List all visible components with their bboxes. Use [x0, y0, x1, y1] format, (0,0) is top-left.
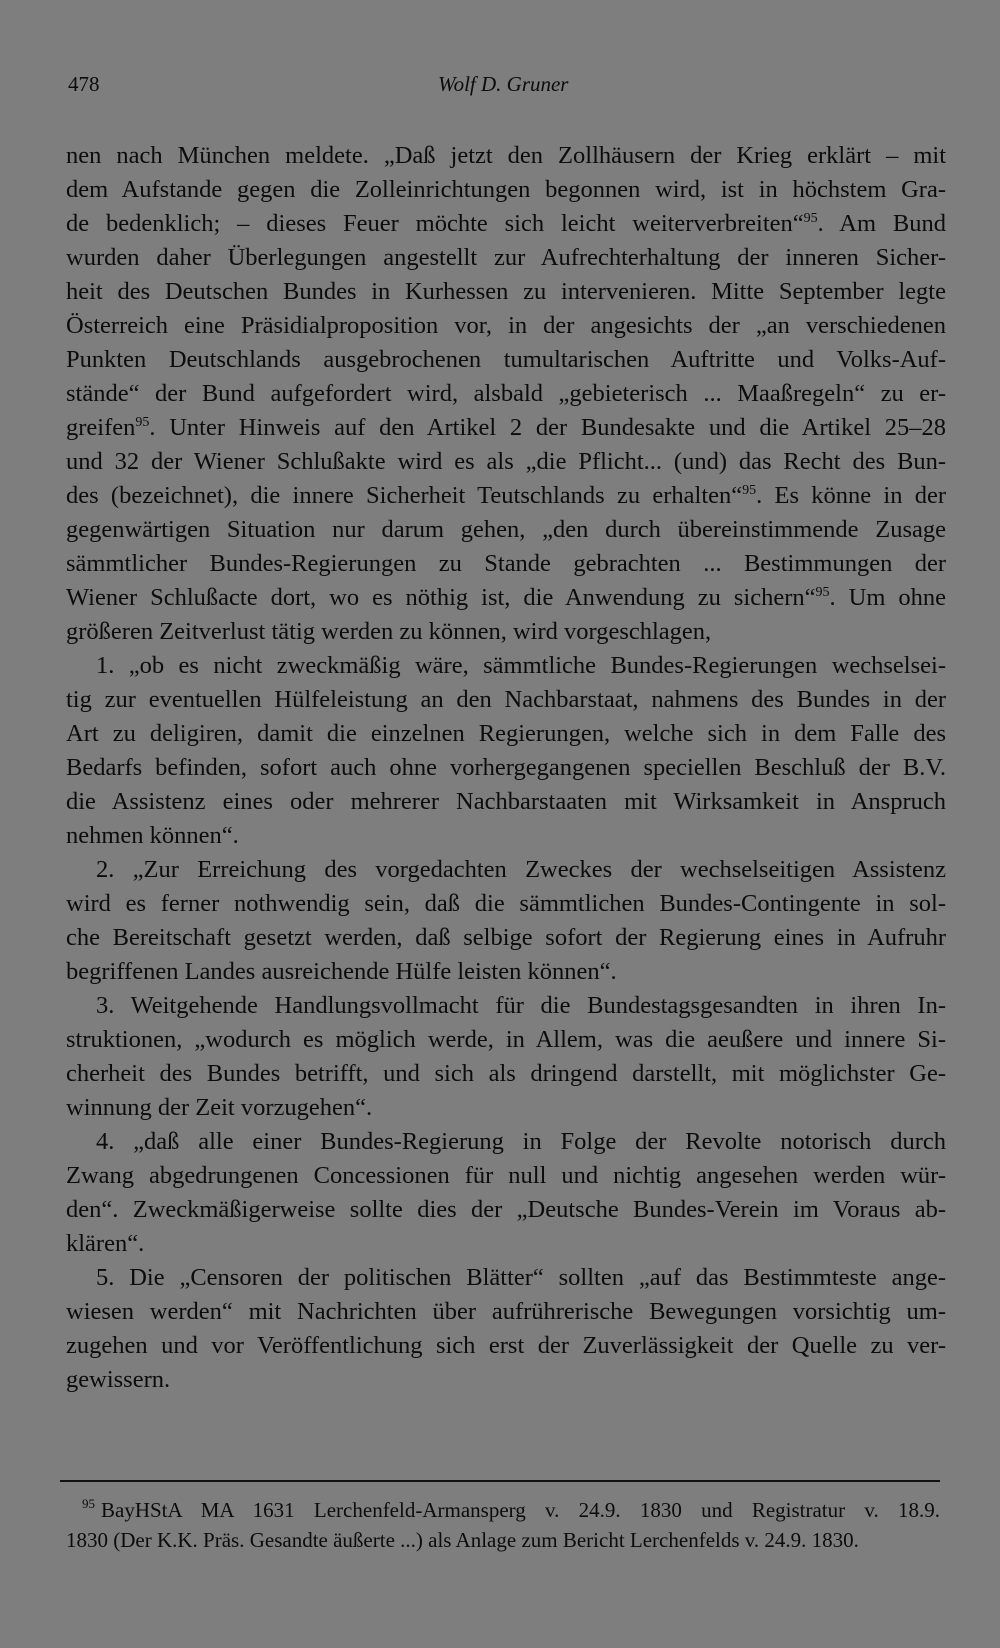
footnote-divider [60, 1480, 940, 1482]
footnote-ref: 95 [803, 211, 818, 226]
text-line: winnung der Zeit vorzugehen“. [66, 1094, 373, 1121]
text-line: struktionen, „wodurch es möglich werde, in Allem, was die aeußere und innere Si- [66, 1026, 946, 1053]
text-line: des (bezeichnet), die innere Sicherheit Teutschlands zu erhalten“$^{95}$. Es könne in der [66, 482, 946, 509]
list-item-4-line: 4. „daß alle einer Bundes-Regierung in Folge der Revolte notorisch durch [96, 1128, 946, 1155]
running-title: Wolf D. Gruner [438, 72, 569, 96]
text-line: cherheit des Bundes betrifft, und sich als dringend darstellt, mit möglichster Ge- [66, 1060, 946, 1087]
footnote-ref: 95 [742, 483, 757, 498]
text-line: heit des Deutschen Bundes in Kurhessen zu intervenieren. Mitte September legte [66, 278, 946, 305]
text-line: den“. Zweckmäßigerweise sollte dies der „Deutsche Bundes-Verein im Voraus ab- [66, 1196, 946, 1223]
text-line: greifen$^{95}$. Unter Hinweis auf den Artikel 2 der Bundesakte und die Artikel 25–28 [66, 414, 946, 441]
running-head [66, 68, 940, 102]
text-line: und 32 der Wiener Schlußakte wird es als „die Pflicht... (und) das Recht des Bun- [66, 448, 946, 475]
text-line: Wiener Schlußacte dort, wo es nöthig ist, die Anwendung zu sichern“$^{95}$. Um ohne [66, 584, 946, 611]
list-item-5-line: 5. Die „Censoren der politischen Blätter“ sollten „auf das Bestimmteste ange- [96, 1264, 946, 1291]
page-number: 478 [68, 72, 100, 96]
text-line: wird es ferner nothwendig sein, daß die sämmtlichen Bundes-Contingente in sol- [66, 890, 946, 917]
text-line: dem Aufstande gegen die Zolleinrichtungen begonnen wird, ist in höchstem Gra- [66, 176, 946, 203]
body-text [66, 139, 946, 1397]
text-line: wurden daher Überlegungen angestellt zur Aufrechterhaltung der inneren Sicher- [66, 244, 946, 271]
text-line: nehmen können“. [66, 822, 239, 849]
text-line: wiesen werden“ mit Nachrichten über aufrührerische Bewegungen vorsichtig um- [66, 1298, 946, 1325]
footnotes [66, 1495, 940, 1555]
list-item-3-line: 3. Weitgehende Handlungsvollmacht für die Bundestagsgesandten in ihren In- [96, 992, 946, 1019]
text-line: tig zur eventuellen Hülfeleistung an den Nachbarstaat, nahmens des Bundes in der [66, 686, 946, 713]
list-item-2-line: 2. „Zur Erreichung des vorgedachten Zweckes der wechselseitigen Assistenz [96, 856, 946, 883]
footnote-ref: 95 [815, 585, 830, 600]
text-line: sämmtlicher Bundes-Regierungen zu Stande gebrachten ... Bestimmungen der [66, 550, 946, 577]
text-line: Zwang abgedrungenen Concessionen für null und nichtig angesehen werden wür- [66, 1162, 946, 1189]
footnote-number: 95 [82, 1496, 95, 1511]
footnote-ref: 95 [135, 415, 150, 430]
text-line: Punkten Deutschlands ausgebrochenen tumultarischen Auftritte und Volks-Auf- [66, 346, 946, 373]
text-line: Österreich eine Präsidialproposition vor, in der angesichts der „an verschiedenen [66, 312, 946, 339]
text-line: klären“. [66, 1230, 145, 1257]
text-line: che Bereitschaft gesetzt werden, daß selbige sofort der Regierung eines in Aufruhr [66, 924, 946, 951]
text-line: de bedenklich; – dieses Feuer möchte sich leicht weiterverbreiten“$^{95}$. Am Bund [66, 210, 946, 237]
text-line: Art zu deligiren, damit die einzelnen Regierungen, welche sich in dem Falle des [66, 720, 946, 747]
footnote-line: 1830 (Der K.K. Präs. Gesandte äußerte ...) als Anlage zum Bericht Lerchenfelds v. 24.9. 1830. [66, 1528, 859, 1552]
footnote-line: $^{95}$ BayHStA MA 1631 Lerchenfeld-Armansperg v. 24.9. 1830 und Registratur v. 18.9. [82, 1496, 940, 1522]
list-item-1-line: 1. „ob es nicht zweckmäßig wäre, sämmtliche Bundes-Regierungen wechselsei- [96, 652, 946, 679]
text-line: begriffenen Landes ausreichende Hülfe leisten können“. [66, 958, 617, 985]
text-line: gewissern. [66, 1366, 171, 1393]
text-line: größeren Zeitverlust tätig werden zu können, wird vorgeschlagen, [66, 618, 712, 645]
text-line: Bedarfs befinden, sofort auch ohne vorhergegangenen speciellen Beschluß der B.V. [66, 754, 946, 781]
text-line: nen nach München meldete. „Daß jetzt den Zollhäusern der Krieg erklärt – mit [66, 142, 946, 169]
text-line: die Assistenz eines oder mehrerer Nachbarstaaten mit Wirksamkeit in Anspruch [66, 788, 946, 815]
text-line: stände“ der Bund aufgefordert wird, alsbald „gebieterisch ... Maaßregeln“ zu er- [66, 380, 946, 407]
text-line: zugehen und vor Veröffentlichung sich erst der Zuverlässigkeit der Quelle zu ver- [66, 1332, 946, 1359]
text-line: gegenwärtigen Situation nur darum gehen, „den durch übereinstimmende Zusage [66, 516, 946, 543]
